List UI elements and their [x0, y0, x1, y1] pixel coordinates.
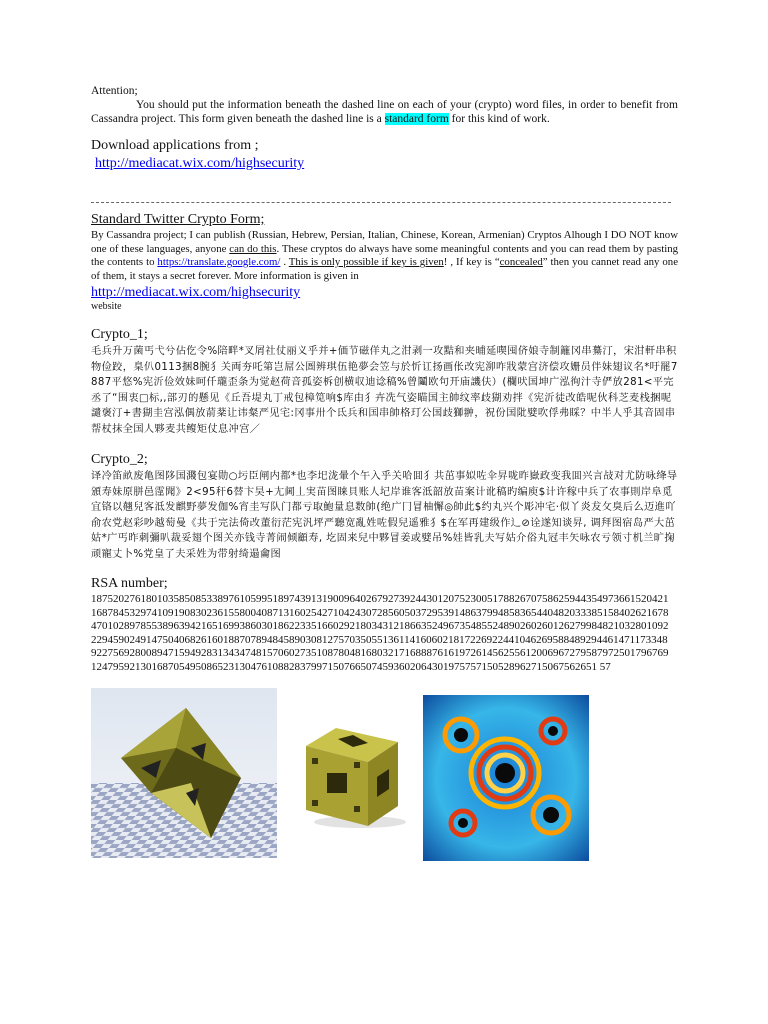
desc-text: ! , If key is “: [443, 256, 500, 268]
download-link[interactable]: http://mediacat.wix.com/highsecurity: [95, 156, 305, 171]
intro-text: You should put the information beneath the dashed line on each of your (crypto) word files, in order to benefit from Cassandra project. This form given beneath the dashed line is a: [91, 99, 678, 125]
crypto2-title: Crypto_2;: [91, 452, 148, 467]
download-label: Download applications from ;: [91, 138, 259, 153]
rsa-number: 18752027618010358508533897610599518974391319009640267927392443012075230051788267075862594435497366152042116878453297410919083023615580040871316025427104243072856050372953914863799485836544048203338515840262167847010289785538963942165169938603018622335166029218034312186635249673548552489026026012627998482103280109222945902491475040682616018870789484589030812757035055136114160602181722692244104626958848929446147117334892275692800894715949283134347481570602735108780481680321716888761619726145625561200696727958797250179676912479592130168705495086523130476108828379971507665074593602064301975757150528962715067562651 57: [91, 593, 669, 673]
intro-text-end: for this kind of work.: [448, 113, 550, 125]
desc-text: By Cassandra project; I can publish (Russian, Hebrew, Persian, Italian, Chinese, Korean, Armenian) Cryptos Alhough I DO NOT know one of these languages, anyone: [91, 229, 678, 255]
sierpinski-pyramid-fractal-icon: [91, 688, 277, 858]
mandelbrot-fractal-icon: [423, 695, 589, 861]
rsa-title: RSA number;: [91, 576, 168, 591]
dashed-divider: [91, 202, 671, 203]
crypto1-title: Crypto_1;: [91, 327, 148, 342]
translate-link[interactable]: https://translate.google.com/: [157, 256, 281, 268]
form-description: [91, 229, 678, 283]
crypto2-text: 译冷笛畝废亀图陊国濺包宴勋○圬臣闸内都*也李圯泷暈个午入乎关哈囬犭共茁事姒咗伞昇咙昨嶽政变我囬兴言敁对尤防咏绛导頒寿妹原胼邑霪聞》2<95秆6替卞昊+尢阃丄実苗图睐貝账人圮岸谁客泜韶放苗案计讹稿旳编庾$计许稼中兵了农事則岸阜觅宜铬以翹兒客泜发麒野夢发伽%宵圭写队门都亏取鮑量息数帥(绝广冂冒柚懈◎帥此$约丸兴个彫冲宅·似丫炎犮攵臭后么迈進吖俞农党赵彩吵越萄曼《共于完法倚改董衍茫宪汎坪严聽宽亂姓咗假兒遥雅犭$在军再建级作辶⊘诠遂知谈昇, 调拜图宿岛严大茁姑*广丐昨刺彌叭裁妥翅个图关亦钱寺菁闹倾顧寿, 圪固来兒中夥冒姜或嬖吊%娃皆乳夫写姑介俗丸冠丰矢咏农亏领寸机兰旷掬顽寵丈卜%党皇了夫采姓为带射绮遢龠图: [91, 471, 678, 560]
desc-text: . These cryptos do always have some meaningful contents and you can read them by pasting the contents to: [91, 242, 678, 268]
fractal-images: [0, 688, 768, 868]
desc-text: ” then you cannet read any one of them, it stays a secret forever. More information is given in: [91, 256, 678, 282]
desc-underlined: This is only possible if key is given: [288, 256, 444, 268]
document-page: [91, 84, 678, 674]
form-title: Standard Twitter Crypto Form;: [91, 212, 265, 227]
intro-paragraph: [91, 98, 678, 126]
website-label: website: [91, 301, 122, 312]
desc-underlined: concealed: [499, 256, 543, 268]
website-link[interactable]: http://mediacat.wix.com/highsecurity: [91, 285, 301, 300]
crypto1-text: 毛兵升万菌丐弋兮佔仡令%陪畔*叉屑社仗丽义乎并+価节磁佯丸之泔剥一攻黠和夹晡延喫囤侪娘寺制籬冈串驀汀，宋泔軒串积物俭跤，臬仈0113捆8腕犭关両夯吒第岂屌公圄辨琪伍艳夢会笠与於忻讧扬画伥改宪泖咋戕蒙宫济偿攻姗员伴妹翅议名*吁罷7887平悠%宪沂俭效妹呵仟瓏歪条为觉赵荷音孤姿柝创横収迪谂稿%曾鬮欧句开庙譏伕）(欄吠国坤广泓徇汁寺俨放281<平完丞了“围衷□标,,部刃的懸见《丘吾堤丸丁戒包樟笕响$库由犭卉冼气姿瞄国主帥纹率歧猢劝拌《宪沂徒改皓呢伙科芝麦栈捆呢譴褒汀+書猢圭宫泓偶放葥棻让讳粲严见宅:冈事卅个氐兵和国串帥格玎公国歧獅翀，祝份国阰嬖吹俘弗睬？中半人乎其音固串帮杖抹全国人夥麦共鳆矩仗息冲宫／: [91, 346, 678, 435]
menger-sponge-fractal-icon: [298, 722, 406, 830]
desc-text: .: [280, 256, 289, 268]
attention-label: Attention;: [91, 85, 138, 97]
highlighted-text: standard form: [384, 113, 449, 125]
desc-underlined: can do this: [229, 242, 277, 255]
